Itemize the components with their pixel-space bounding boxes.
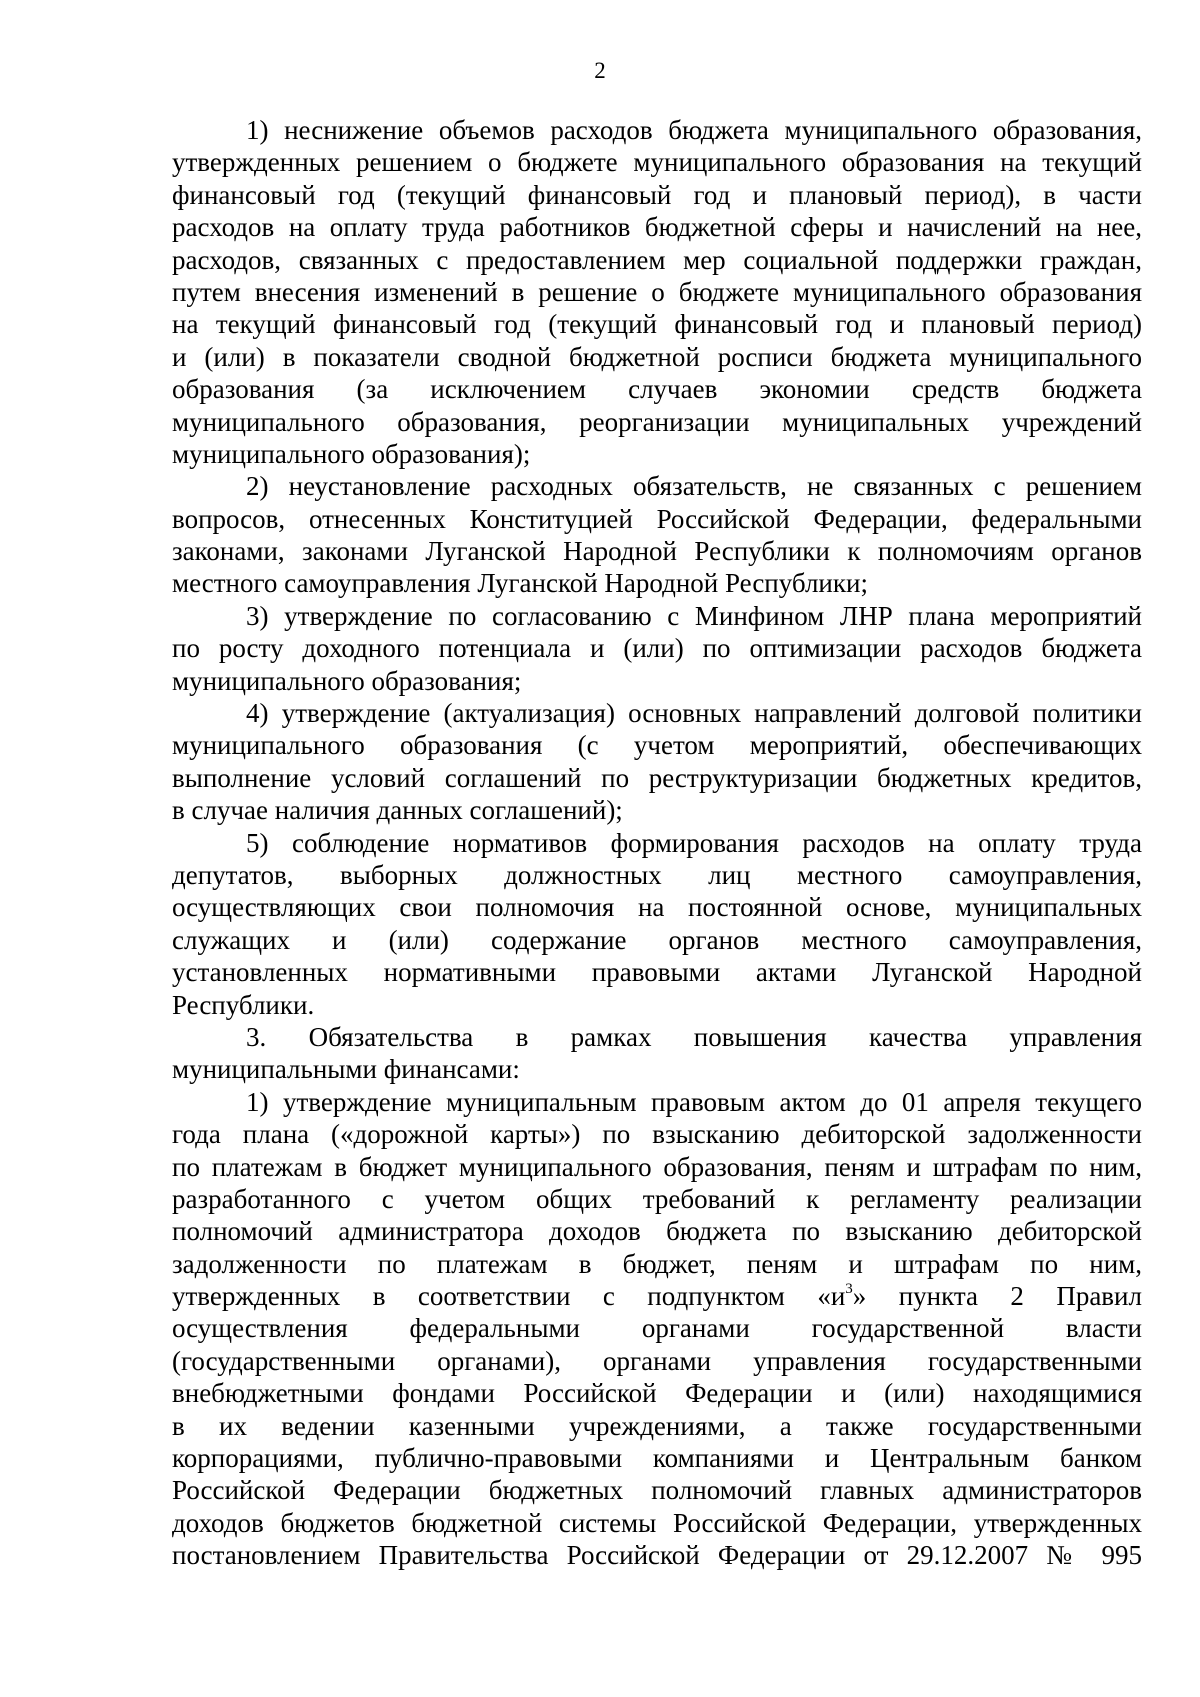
text-line: 2) неустановление расходных обязательств, не связанных с решением bbox=[246, 471, 1142, 502]
text-line: 3) утверждение по согласованию с Минфином ЛНР плана мероприятий bbox=[246, 600, 1142, 631]
text-line: в их ведении казенными учреждениями, а также государственными bbox=[172, 1410, 1142, 1441]
text-line: по росту доходного потенциала и (или) по оптимизации расходов бюджета bbox=[172, 633, 1142, 664]
text-line: муниципального образования, реорганизации муниципальных учреждений bbox=[172, 406, 1142, 437]
text-line: финансовый год (текущий финансовый год и плановый период), в части bbox=[172, 179, 1142, 210]
page-number: 2 bbox=[594, 58, 606, 83]
text-line: вопросов, отнесенных Конституцией Российской Федерации, федеральными bbox=[172, 503, 1142, 534]
text-line: разработанного с учетом общих требований к регламенту реализации bbox=[172, 1183, 1142, 1214]
document-body bbox=[172, 114, 1142, 1572]
text-line: постановлением Правительства Российской Федерации от 29.12.2007 № 995 bbox=[172, 1540, 1142, 1571]
text-line: 3. Обязательства в рамках повышения качества управления bbox=[246, 1021, 1142, 1052]
text-line: по платежам в бюджет муниципального образования, пеням и штрафам по ним, bbox=[172, 1151, 1142, 1182]
superscript: 3 bbox=[845, 1281, 853, 1298]
text-line: депутатов, выборных должностных лиц местного самоуправления, bbox=[172, 859, 1142, 890]
text-line: служащих и (или) содержание органов местного самоуправления, bbox=[172, 924, 1142, 955]
text-line: Российской Федерации бюджетных полномочий главных администраторов bbox=[172, 1475, 1142, 1506]
text-line: установленных нормативными правовыми актами Луганской Народной bbox=[172, 957, 1142, 988]
text-line: осуществления федеральными органами государственной власти bbox=[172, 1313, 1142, 1344]
text-line: выполнение условий соглашений по реструктуризации бюджетных кредитов, bbox=[172, 762, 1142, 793]
text-line: доходов бюджетов бюджетной системы Российской Федерации, утвержденных bbox=[172, 1507, 1142, 1538]
text-line: 5) соблюдение нормативов формирования расходов на оплату труда bbox=[246, 827, 1142, 858]
text-line: 1) неснижение объемов расходов бюджета муниципального образования, bbox=[246, 115, 1142, 145]
text-line: и (или) в показатели сводной бюджетной росписи бюджета муниципального bbox=[172, 341, 1142, 372]
text-line: внебюджетными фондами Российской Федерации и (или) находящимися bbox=[172, 1378, 1142, 1409]
text-line: Республики. bbox=[172, 989, 315, 1020]
text-line: на текущий финансовый год (текущий финансовый год и плановый период) bbox=[172, 309, 1142, 340]
text-line: расходов на оплату труда работников бюджетной сферы и начислений на нее, bbox=[172, 212, 1142, 243]
text-line: законами, законами Луганской Народной Республики к полномочиям органов bbox=[172, 536, 1142, 567]
text-line: муниципальными финансами: bbox=[172, 1054, 520, 1085]
text-line: местного самоуправления Луганской Народной Республики; bbox=[172, 568, 868, 599]
text-line: осуществляющих свои полномочия на постоянной основе, муниципальных bbox=[172, 892, 1142, 923]
text-line: муниципального образования; bbox=[172, 665, 522, 696]
text-line: задолженности по платежам в бюджет, пеням и штрафам по ним, bbox=[172, 1248, 1142, 1279]
text-line: (государственными органами), органами управления государственными bbox=[172, 1345, 1142, 1376]
text-line: путем внесения изменений в решение о бюджете муниципального образования bbox=[172, 276, 1142, 307]
text-line: 4) утверждение (актуализация) основных направлений долговой политики bbox=[246, 698, 1142, 729]
text-line: муниципального образования); bbox=[172, 438, 531, 469]
text-line: расходов, связанных с предоставлением мер социальной поддержки граждан, bbox=[172, 244, 1142, 275]
text-line: утвержденных в соответствии с подпунктом «$и^3$» пункта 2 Правил bbox=[172, 1281, 1142, 1312]
text-line: муниципального образования (с учетом мероприятий, обеспечивающих bbox=[172, 730, 1142, 761]
text-line: 1) утверждение муниципальным правовым актом до 01 апреля текущего bbox=[246, 1086, 1142, 1117]
text-line: утвержденных решением о бюджете муниципального образования на текущий bbox=[172, 147, 1142, 178]
text-line: в случае наличия данных соглашений); bbox=[172, 795, 623, 826]
text-line: года плана («дорожной карты») по взысканию дебиторской задолженности bbox=[172, 1119, 1142, 1150]
text-line: образования (за исключением случаев экономии средств бюджета bbox=[172, 374, 1142, 405]
text-line: корпорациями, публично-правовыми компаниями и Центральным банком bbox=[172, 1443, 1142, 1474]
text-line: полномочий администратора доходов бюджета по взысканию дебиторской bbox=[172, 1216, 1142, 1247]
